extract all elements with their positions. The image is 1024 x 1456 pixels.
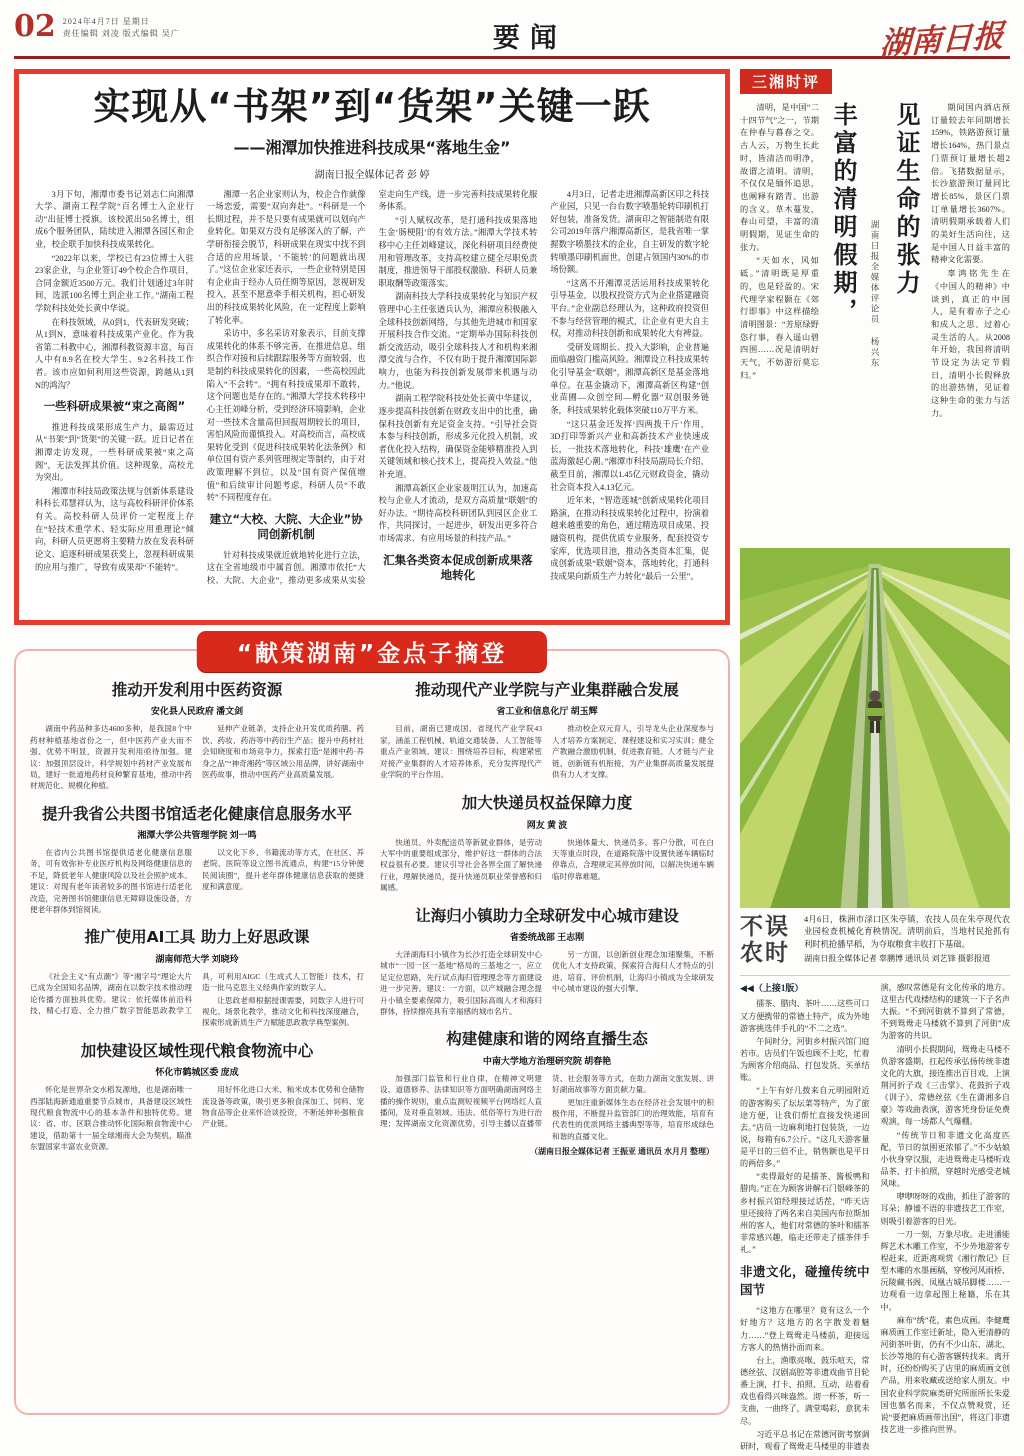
paragraph: 大泽湖海归小镇作为长沙打造全球研发中心城市“一园一区一基地”格局的三基地之一，应立足定位思路，先行试点海归管理理念等方面建设进一步完善。建议：一方面，以产城融合理念提升小镇全要素保障力，吸引国际高端人才和海归群体，持续擦亮具有幸福感的城市名片。 (380, 950, 542, 1016)
article-byline: 怀化市鹤城区委 庞成 (155, 1067, 239, 1078)
article-body (380, 949, 714, 1017)
paragraph: 更加注重新媒体生态在经济社会发展中的积极作用，不断提升监管部门的治理效能，培育有代表性的优质网络主播典型等等，培育形成绿色和谐的直播文化。 (552, 1097, 714, 1141)
article-byline: 中南大学地方治理研究院 胡春艳 (482, 1055, 612, 1066)
lead-headline: 实现从“书架”到“货架”关键一跃 (93, 85, 651, 128)
article-title: 让海归小镇助力全球研发中心城市建设 (415, 906, 679, 925)
photo-credit: 湖南日报全媒体记者 辜鹏博 通讯员 刘艺锋 摄影报道 (804, 954, 991, 964)
paragraph: 3月下旬，湘潭市委书记刘志仁向湘潭大学、湖南工程学院“百名博士入企业行动”出征博士授旗。该校派出50名博士，组成6个服务团队，陆续进入湘潭各园区和企业，校企联手加快科技成果转化。 (35, 189, 194, 249)
article-body (380, 723, 714, 781)
article-library-elderly (30, 805, 364, 916)
lead-subhead-3: 汇集各类资本促成创新成果落地转化 (383, 552, 533, 583)
paragraph: 习近平总书记在常德河街考察调研时，观看了鸳鸯走马楼里的非遗表演，感叹常德是有文化传承的地方。这里古代戏楼结构的建筑一下子名声大振。“不到河街就不算到了常德，不到鸳鸯走马楼就不算到了河街”成为游客的共识。 (740, 982, 1010, 1451)
paragraph: “传统节日和非遗文化高度匹配，节日的氛围更浓郁了。”不少姑娘小伙身穿汉服，走进鸳鸯走马楼听戏品茶、打卡拍照，穿越时光感受老城风味。 (880, 1130, 1010, 1189)
paragraph: 目前，湖南已建成国、省现代产业学院43家，涵盖工程机械、轨道交通装备、人工智能等重点产业领域。建议：围绕培养目标，构建紧密对接产业集群的人才培养体系，充分发挥现代产业学院的平台作用。 (380, 724, 542, 779)
article-body (30, 971, 364, 1029)
paragraph: 清明，是中国“二十四节气”之一，节期在仲春与暮春之交。古人云，万物生长此时，皆清洁而明净，故谓之清明。清明，不仅仅是缅怀追思，也阐释有踏青、出游的含义。草木蔓发，春山可望，丰富的清明假期，见证生命的张力。 (740, 103, 819, 252)
article-byline: 网友 黄 波 (526, 819, 568, 830)
paragraph: “卖得最好的是擂茶、酱板鸭和腊肉。”正在为顾客讲解石门银峰茶的乡村振兴馆经理接过话茬，“昨天店里还接待了两名来自美国内布拉斯加州的客人，他们对常德的茶叶和擂茶非常感兴趣，临走还带走了擂茶伴手礼。” (740, 1172, 870, 1255)
paragraph: 近年来，“智造莲城”创新成果转化项目路演，在推动科技成果转化过程中，扮演着越来越重要的角色，通过精选项目成果、投融资机构，提供优质专业服务，配套投资专家库，优选项目池，推动各类资本汇集，促成创新成果“联姻”资本，落地转化，打通科技成果向新质生产力转化“最后一公里”。 (550, 496, 709, 581)
lead-subhead-1: 一些科研成果被“束之高阁” (43, 399, 186, 414)
suggestions-banner: “献策湖南”金点子摘登 (197, 631, 547, 672)
paragraph: “天如水，风如砥。”清明既是厚重的，也是轻盈的。宋代理学家程颢在《郊行即事》中这样描绘清明图景：“芳原绿野恣行事，春入遥山碧四围……况是清明好天气，不妨游衍莫忘归。” (740, 256, 819, 380)
paragraph: 在科技领域，从0到1，代表研发突破；从1到N，意味着科技成果产业化。作为我省第二科教中心，湘潭科教资源丰富，每百人中有8.9名在校大学生、9.2名科技工作者。该市应如何利用这些资源，跨越从1到N的鸿沟？ (35, 317, 194, 390)
paragraph: 快递体量大、快递员多、客户分散，可在白天等重点时段，在道路院落中设置快递车辆临时停靠点，合理规定其停放时间，以解决快递车辆临时停靠难题。 (552, 837, 714, 881)
paragraph: 湖南工程学院科技处处长黄中华建议，逐步提高科技创新在财政支出中的比重，确保科技创新有充足资金支持。“引导社会资本参与科技创新，形成多元化投入机制，或者优化投入结构，确保资金能够精准投入到关键领域和核心技术上，提高投入效益。”他补充道。 (378, 394, 538, 479)
suggestions-credit: （湖南日报全媒体记者 王振亚 通讯员 水月月 整理） (530, 1147, 714, 1157)
paragraph: 用好怀化进口大米、籼米成本优势和仓储物流设备等政策，吸引更多粮食深加工、饲料、宠物食品等企业来怀洽谈投资，不断延伸补强粮食产业链。 (202, 1085, 364, 1129)
commentary-headline-line2: 见证生命的张力 (892, 102, 920, 298)
paragraph: 针对科技成果就近就地转化进行立法，这在全省地级市中属首创。湘潭市依托“大校、大院、大企业”，推动更多成果从实验室走向生产线，进一步完善科技成果转化服务体系。 (206, 189, 538, 586)
suggestions-right-col (380, 681, 714, 1405)
article-returnee-town (380, 907, 714, 1018)
date-line: 2024年4月7日 星期日 (62, 17, 150, 26)
paragraph: 擂茶、腊肉、茶叶……这些可口又方便携带的常德土特产，成为外地游客挑选伴手礼的“不二之选”。 (740, 999, 870, 1033)
paragraph: 辜鸿铭先生在《中国人的精神》中谈到，真正的中国人，是有着赤子之心和成人之思、过着心灵生活的人。从2008年开始，我国将清明节设定为法定节假日，清明小长假释放的出游热情，见证着这种生命的张力与活力。 (931, 269, 1010, 418)
photo-caption-text: 4月6日，株洲市渌口区朱亭镇，农技人员在朱亭现代农业园检查机械化育秧情况。清明前后，当地村民抢抓有利时机抢播早稻，为夺取粮食丰收打下基础。 (804, 915, 1010, 949)
suggestions-section (14, 641, 730, 1415)
commentary-headline-line1: 丰富的清明假期， (829, 102, 857, 326)
page-number: 02 (14, 9, 56, 44)
article-title: 推动现代产业学院与产业集群融合发展 (415, 681, 679, 699)
paragraph: 湖南中药品种多达4600多种，是我国8个中药材种植基地省份之一，但中医药产业大而不强、优势不明显，资源开发利用亟待加强。建议：加强顶层设计，科学规划中药材产业发展布局，建好一批道地药材良种繁育基地，推动中药材规范化、规模化种植。 (30, 724, 192, 791)
article-body (30, 847, 364, 915)
paragraph: 《社会主义“有点潮”》等“湘字号”理论大片已成为全国知名品牌，湖南在以数字技术推动理论传播方面独具优势。建议：依托媒体前沿科技，精心打造、全力推广数字智能思政教学工具，可利用AIGC（生成式人工智能）技术，打造一批马克思主义经典作家的数字人。 (30, 971, 364, 1015)
lead-subhead-2: 建立“大校、大院、大企业”协同创新机制 (209, 511, 363, 542)
article-body (30, 723, 364, 791)
article-byline: 省工业和信息化厅 胡玉辉 (496, 706, 598, 717)
commentary-byline: 湖南日报全媒体评论员 杨兴东 (870, 220, 880, 369)
paragraph: 午间时分，河街乡村振兴馆门庭若市。店员们午饭也顾不上吃，忙着为顾客介绍商品、打包发货、买单结账。 (740, 1036, 870, 1083)
photo-caption (804, 914, 1010, 965)
article-courier-rights (380, 794, 714, 893)
commentary-headline-block (826, 102, 924, 538)
editor-line: 责任编辑 刘凌 版式编辑 吴广 (62, 29, 180, 38)
page-header (14, 8, 1010, 63)
article-title: 推动开发利用中医药资源 (111, 681, 283, 699)
paragraph: 以文化下乡、书籍流动等方式，在社区、养老院、医院等设立图书流通点，构建“15分钟便民阅读圈”，提升老年群体健康信息获取的便捷度和满意度。 (202, 848, 364, 892)
photo-label (740, 914, 796, 967)
paragraph: “这地方在哪里？竟有这么一个好地方？这地方的名字散发着魅力……”登上鸳鸯走马楼前，迎接远方客人的热情扑面而来。 (740, 1306, 870, 1352)
commentary-right-text (931, 102, 1010, 538)
paragraph: 怀化是世界杂交水稻发源地，也是湖南唯一西部陆海新通道重要节点城市，具备建设区域性现代粮食物流中心的基本条件和独特优势。建议：省、市、区联合推动怀化国际粮食物流中心建设，借助第十一届全球湘商大会为契机，瞄准东盟国家丰富农业资源。 (30, 1085, 192, 1152)
paragraph: 咿咿呀呀的戏曲，抓住了游客的耳朵；静谧不语的非遗技艺工作室，则吸引着游客的目光。 (880, 1192, 1010, 1226)
continuation-article (740, 982, 1010, 1456)
jump-label: ◀◀（上接1版） (740, 982, 804, 993)
paragraph: “这离不开湘潭灵活运用科技成果转化引导基金，以股权投资方式为企业搭建融资平台。”企业副总经理认为，这种政府投资但不参与经营管理的模式，让企业有更大自主权，对推动科技创新和成果转化大有裨益。 (550, 278, 709, 339)
paragraph: 湘潭市科技局政策法规与创新体系建设科科长邓慧祥认为，这与高校科研评价体系有关。高校科研人员评价一定程度上存在“轻技术重学术、轻实际应用重理论”倾向，科研人员更愿将主要精力放在发表科研论文、追逐科研成果获奖上，忽视科研成果的应用与推广，导致有成果却“不能转”。 (35, 486, 194, 572)
photo-caption-row (740, 914, 1010, 967)
date-editor-block (63, 12, 180, 40)
lead-subtitle: ——湘潭加快推进科技成果“落地生金” (233, 137, 511, 157)
article-byline: 湘潭大学公共管理学院 刘一鸣 (137, 830, 257, 841)
paragraph: 期间国内酒店预订量较去年同期增长159%，铁路游预订量增长164%，热门景点门票预订量增长超2倍。飞猪数据显示，长沙旅游预订量同比增长85%，景区门票订单量增长3607%。清明假期承载着人们的美好生活向往，这是中国人日益丰富的精神文化需要。 (931, 103, 1010, 265)
paragraph: 麻布“绣”花，素色成画。李健鹰麻质画工作室迁新址，隐入更清静的河街茶叶街，仍有不少山东、湖北、长沙等地的有心游客辗转找来。离开时，还纷纷购买了店里的麻质画文创产品，用来收藏或送给家人朋友。中国农业科学院麻类研究所原所长朱爱国也慕名而来，不仅点赞观赏，还说“要把麻质画带出国”，将这门非遗技艺进一步推向世界。 (880, 1315, 1010, 1434)
paragraph: 在省内公共图书馆提供适老化健康信息服务，可有效弥补专业医疗机构及网络健康信息的不足，降低老年人健康风险以及社会照护成本。建议：对现有老年读者较多的图书馆进行适老化改造，完善图书馆健康信息无障碍设施设备，方便老年群体到馆阅读。 (30, 848, 192, 915)
paragraph: 清明小长假期间，鸳鸯走马楼不负游客盛期，扛起传承弘扬传统非遗文化的大旗，接连推出百目戏，上演荆河折子戏《三击掌》、花鼓折子戏《训子》、常德丝弦《生在潇湘多自豪》等戏曲表演，游客凭身份证免费观演，每一场都人气爆棚。 (880, 1044, 1010, 1127)
article-grain-logistics (30, 1042, 364, 1153)
paragraph: 4月3日，记者走进湘潭高新区印之科技产业园，只见一台台数字喷墨轮转印刷机打好包装，准备发货。湖南印之智能制造有限公司2019年落户湘潭高新区，是我省唯一掌握数字喷墨技术的企业，自主研发的数字轮转喷墨印刷机面世，创建占领国内30%的市场份额。 (550, 189, 709, 275)
left-column (14, 69, 730, 1456)
article-body (380, 1073, 714, 1142)
article-body (380, 837, 714, 894)
paragraph: 延伸产业链条，支持企业开发优质药膳、药饮、药妆、药浴等中药衍生产品；提升中药材社会知晓度和市场竞争力，探索打造“是湘中药·养身之品”“神奇湘药”等区域公用品牌，讲好湖南中医药故事，推动中医药产业高质量发展。 (202, 724, 364, 779)
divider (740, 975, 1010, 976)
commentary-left-text (740, 102, 819, 538)
paragraph: 另一方面，以创新创业理念加速聚集，不断优化人才支持政策，探索符合海归人才特点的引进、培育、评价机制，让海归小镇成为全球研发中心城市建设的强大引擎。 (552, 950, 714, 994)
paragraph: 让思政老师根据授课需要，同数字人进行可视化、场景化教学，推动文化和科技深度融合，探索形成新质生产力赋能思政教学典型案例。 (202, 995, 364, 1028)
paragraph: “2022年以来，学校已有23位博士入驻23家企业，与企业签订49个校企合作项目，合同金额近3500万元。我们计划通过3年时间，选派100名博士到企业工作。”湖南工程学院科技处处长黄中华说。 (35, 253, 194, 314)
lead-byline: 湖南日报全媒体记者 彭 婷 (314, 169, 430, 181)
lead-body (35, 189, 709, 597)
suggestions-left-col (30, 681, 364, 1405)
paragraph: “引人赋权改革，是打通科技成果落地生金‘肠梗阻’的有效方法。”湘潭大学技术转移中心主任刘峰建议，深化科研项目经费使用和管理改革，支持高校建立健全尽职免责制度，推进领导干部股权激励、科研人员兼职取酬等政策落实。 (378, 215, 538, 288)
header-rule (14, 56, 1010, 59)
right-rail (740, 69, 1010, 1456)
article-title: 加快建设区域性现代粮食物流中心 (80, 1041, 314, 1060)
article-title: 构建健康和谐的网络直播生态 (446, 1030, 648, 1049)
continuation-paragraphs-1 (740, 998, 870, 1256)
paragraph: 湘潭一名企业家则认为，校企合作就像一场恋爱，需要“双向奔赴”。“科研是一个长期过程，并不是只要有成果就可以划向产业转化。如果双方没有足够深入的了解，产学研衔接会脱节，科研成果在现实中找不到合适的应用场景，‘不能转’的问题就出现了。”这位企业家还表示，一些企业特别是国有企业由于经办人员任期等原因，忽视研发投入，甚至不愿意牵手相关机构，担心研发出的科技成果转化风险，在一定程度上影响了转化率。 (206, 189, 366, 325)
photo-label-line2: 农时 (740, 940, 790, 967)
article-byline: 省委统战部 王志刚 (509, 932, 585, 943)
content-grid (14, 69, 1010, 1456)
paragraph: “这只基金还发挥‘四两拨千斤’作用，3D打印等新兴产业和高新技术产业快速成长，一批技术落地转化，科技‘雄鹰’在产业蓝海激起心潮。”湘潭市科技局副局长介绍，截至目前，湘潭以1.45亿元财政资金，撬动社会资本投入4.13亿元。 (550, 419, 709, 492)
paragraph: 采访中，多名采访对象表示，目前支撑成果转化的体系不够完善，在推进信息、组织合作对接和后续跟踪服务等方面较弱，也是制约科技成果转化的因素，一些高校因此陷入“不会转”。“拥有科技成果却不敢转，这个问题也是存在的。”湘潭大学技术转移中心主任刘峰分析，受到经济环境影响，企业对一些技术含量高但回报周期较长的项目，害怕风险而谨慎投入。对高校而言，高校成果转化受到《促进科技成果转化法条例》和单位国有资产系列管理规定等制约，由于对政策理解不到位，以及“国有资产保值增值”和后续审计问题考虑，科研人员“不敢转”不同程度存在。 (206, 329, 366, 503)
suggestions-body (16, 651, 728, 1413)
lead-paragraphs-1 (35, 189, 194, 393)
masthead-logo: 湖南日报 (879, 17, 1005, 63)
lead-paragraphs-4 (550, 189, 709, 597)
paragraph: 台上，渔歌亮喉、鼓乐喧天，常德丝弦、汉剧高腔等非遗戏曲节目轮番上演，打卡、拍照、互动，站着看戏也看得兴味盎然。沏一杯茶，听一支曲，一曲终了，满堂喝彩，意犹未尽。 (740, 1355, 870, 1426)
article-title: 加大快递员权益保障力度 (461, 794, 633, 813)
article-industry-college (380, 681, 714, 781)
seedling-photo (740, 548, 1010, 908)
paragraph: 一刀一刻，万象尽收。走进潘能辉艺术木雕工作室，不少外地游客专程赶来，近距离观赏《湘行散记》巨型木雕的水墨画稿，穿梭河风雨桥、沅陵藏书阁、凤凰古城吊脚楼……一边观看一边拿起图上秘籍，乐在其中。 (880, 1229, 1010, 1312)
paragraph: 加强部门监管和行业自律，在精神文明建设、道德修养、法律知识等方面明确湖南网络主播的操作规则，重点监测短视频平台网络红人直播间，及对垂直领域、违法、低俗等行为进行治理；发挥湖南文化资源优势，引导主播以直播带货、社会服务等方式，在助力湖南文旅发展、讲好湖南故事等方面贡献力量。 (380, 1073, 714, 1129)
paragraph: 快递员、外卖配送员等新就业群体，是劳动大军中的重要组成部分，维护好这一群体的合法权益很有必要。建议引导社会各界全面了解快递行业，理解快递员，提升快递员职业荣誉感和归属感。 (380, 837, 542, 893)
paragraph: 受研发周期长、投入大影响，企业普遍面临融资门槛高风险。湘潭设立科技成果转化引导基金“联姻”，湘潭高新区是基金落地单位。在基金撬动下，湘潭高新区构建“创业苗圃—众创空间—孵化器”双创服务链条，科技成果转化载体突破110万平方米。 (550, 342, 709, 415)
photo-label-line1: 不误 (740, 914, 790, 940)
paragraph: 湖南科技大学科技成果转化与知识产权管理中心主任张遒兵认为，湘潭应积极融入全球科技创新网络，与其他先进城市和国家开展科技合作交流。“定期举办国际科技创新交流活动，吸引全球科技人才和机构来湘潭交流与合作，不仅有助于提升湘潭国际影响力，也能为科技创新发展带来机遇与动力。”他说。 (378, 292, 538, 390)
article-tcm-resources (30, 681, 364, 792)
paragraph: “上午有好几拨来自元明园附近的游客购买了坛坛菜等特产，为了旅途方便，让我们帮忙直接发快递回去。”店员一边麻利地打包装货，一边说，每箱有6.7公斤。“这几天游客量是平日的三倍不止，销售额也是平日的两倍多。” (740, 1086, 870, 1169)
article-byline: 湖南师范大学 刘晓玲 (155, 953, 239, 964)
lead-article-box (14, 69, 730, 625)
article-ai-tools (30, 928, 364, 1028)
farmer-figure (869, 691, 880, 702)
header-left (14, 8, 180, 42)
paragraph: 推进科技成果形成生产力，最需迈过从“书架”到“货架”的关键一跃。近日记者在湘潭走访发现，一些科研成果被“束之高阁”，无法发挥其价值。这种现象，高校尤为突出。 (35, 422, 194, 483)
article-title: 提升我省公共图书馆适老化健康信息服务水平 (41, 804, 352, 823)
article-title: 推广使用AI工具 助力上好思政课 (84, 928, 310, 947)
article-body (30, 1084, 364, 1152)
article-byline: 安化县人民政府 潘文剑 (150, 706, 244, 717)
continuation-subhead: 非遗文化，碰撞传统中国节 (740, 1264, 870, 1297)
commentary-article (740, 102, 1010, 538)
paragraph: 推动校企双元育人，引导龙头企业深度参与人才培养方案制定、课程建设和实习实训；健全产教融合激励机制，促进教育链、人才链与产业链、创新链有机衔接，为产业集群高质量发展提供有力人才支撑。 (552, 724, 714, 779)
paragraph: 湘潭高新区企业家聂明江认为，加速高校与企业人才流动，是双方高质量“联姻”的好办法。“期待高校科研团队到园区企业工作，共同探讨，一起进步，研发出更多符合市场需求、有应用场景的科技产品。” (378, 483, 538, 543)
section-title: 要闻 (492, 23, 567, 54)
article-livestream-ecology (380, 1030, 714, 1157)
commentary-badge: 三湘时评 (740, 69, 832, 94)
